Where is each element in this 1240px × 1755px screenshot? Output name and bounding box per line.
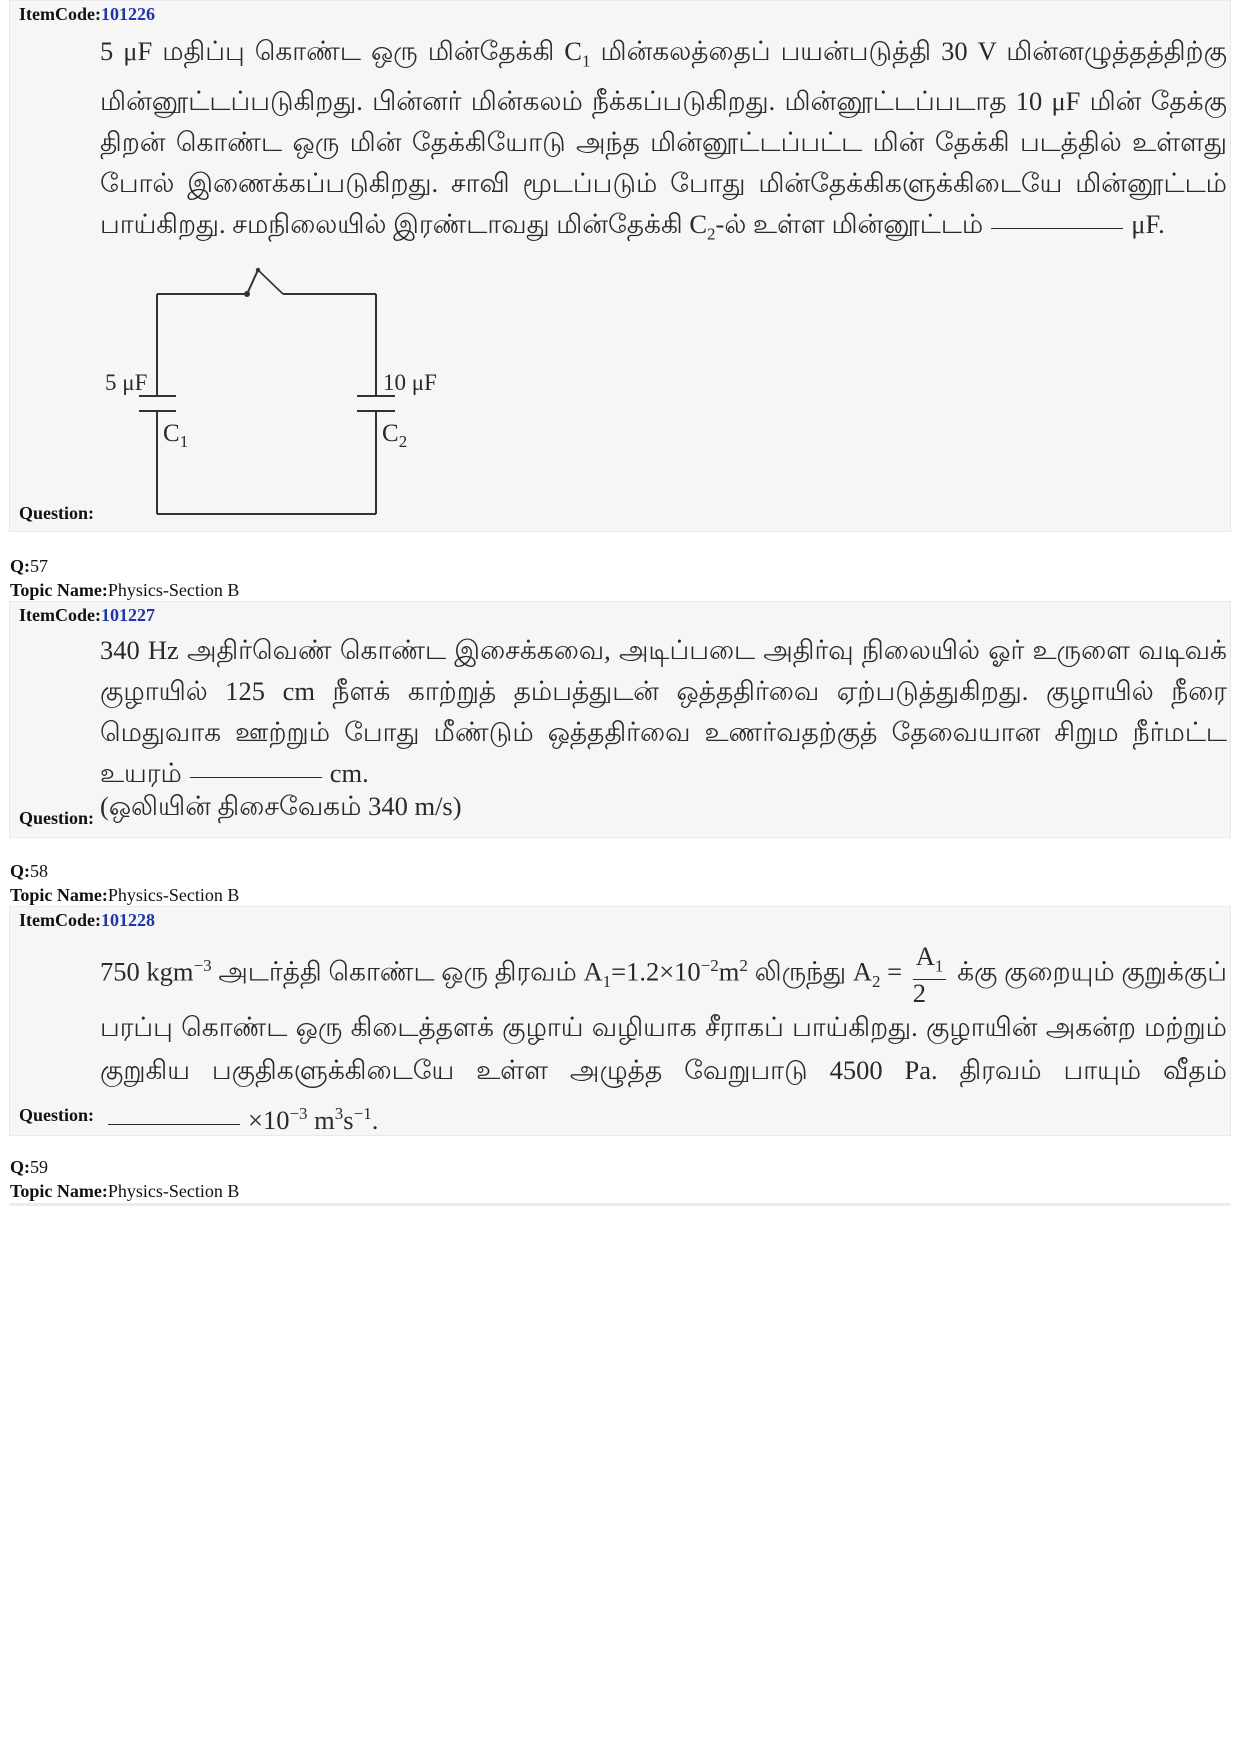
topic-name: Physics-Section B: [107, 885, 240, 905]
switch-tip: [256, 268, 260, 272]
question-meta-59: Q:59 Topic Name:Physics-Section B: [10, 1157, 240, 1201]
question-number: 58: [30, 861, 48, 881]
c1-value-label: 5 μF: [105, 370, 148, 395]
question-label: Question:: [19, 503, 95, 523]
question-note: (ஒலியின் திசைவேகம் 340 m/s): [100, 791, 462, 821]
section-divider: [9, 1203, 1231, 1206]
question-text: 5 μF மதிப்பு கொண்ட ஒரு மின்தேக்கி $C_1$ மின்கலத்தைப் பயன்படுத்தி 30 V மின்னழுத்தத்திற்கு மின்னூட்டப்படுகிறது. பின்னர் மின்கலம் நீக்கப்படுகிறது. மின்னூட்டப்படாத 10 μF மின் தேக்கு திறன் கொண்ட ஒரு மின் தேக்கியோடு அந்த மின்னூட்டப்பட்ட மின் தேக்கி படத்தில் உள்ளது போல் இணைக்கப்படுகிறது. சாவி மூடப்படும் போது மின்தேக்கிகளுக்கிடையே மின்னூட்டம் பாய்கிறது. சமநிலையில் இரண்டாவது மின்தேக்கி $C_2-ல்$ உள்ள மின்னூட்டம் μF.: [100, 36, 1227, 244]
question-text: 750 kgm$^{-3}$ அடர்த்தி கொண்ட ஒரு திரவம் $A_1=1.2\times 10^{-2}m^2$ லிருந்து $A_2$ = $\frac{A_1}{2}$ க்கு குறையும் குறுக்குப் பரப்பு கொண்ட ஒரு கிடைத்தளக் குழாய் வழியாக சீராகப் பாய்கிறது. குழாயின் அகன்ற மற்றும் குறுகிய பகுதிகளுக்கிடையே உள்ள அழுத்த வேறுபாடு 4500 Pa. திரவம் பாயும் $வீதம்\times 10^{-3}$ $m^3s^{-1}$.: [100, 941, 1227, 1136]
topic-name: Physics-Section B: [107, 580, 240, 600]
item-code: ItemCode:101228: [19, 910, 155, 930]
item-code: ItemCode:101227: [19, 605, 155, 625]
question-number: 57: [30, 556, 48, 576]
fraction-a1-over-2: $\frac{A_1}{2}$: [913, 943, 947, 1006]
item-code-value: 101228: [100, 910, 155, 930]
question-box-101226: [9, 0, 1231, 532]
topic-name: Physics-Section B: [107, 1181, 240, 1201]
c2-value-label: 10 μF: [383, 370, 437, 395]
question-box-101227: [9, 601, 1231, 838]
c2-name-label: $C_2$: [382, 420, 408, 451]
item-code-value: 101226: [100, 4, 155, 24]
answer-blank: [108, 1123, 240, 1125]
question-meta-58: Q:58 Topic Name:Physics-Section B: [10, 861, 240, 905]
item-code-value: 101227: [100, 605, 155, 625]
answer-blank: [991, 227, 1123, 229]
question-meta-57: Q:57 Topic Name:Physics-Section B: [10, 556, 240, 600]
item-code: ItemCode:101226: [19, 4, 155, 24]
switch-pivot: [244, 291, 250, 297]
answer-blank: [190, 776, 322, 778]
question-label: Question:: [19, 1105, 95, 1125]
circuit-diagram: [90, 256, 510, 531]
question-box-101228: [9, 906, 1231, 1136]
question-text: 340 Hz அதிர்வெண் கொண்ட இசைக்கவை, அடிப்படை அதிர்வு நிலையில் ஓர் உருளை வடிவக் குழாயில் 125 cm நீளக் காற்றுத் தம்பத்துடன் ஒத்ததிர்வை ஏற்படுத்துகிறது. குழாயில் நீரை மெதுவாக ஊற்றும் போது மீண்டும் ஒத்ததிர்வை உணர்வதற்குத் தேவையான சிறும நீர்மட்ட உயரம் cm.: [100, 635, 1227, 788]
question-label: Question:: [19, 808, 95, 828]
c1-name-label: $C_1$: [163, 420, 189, 451]
question-number: 59: [30, 1157, 48, 1177]
